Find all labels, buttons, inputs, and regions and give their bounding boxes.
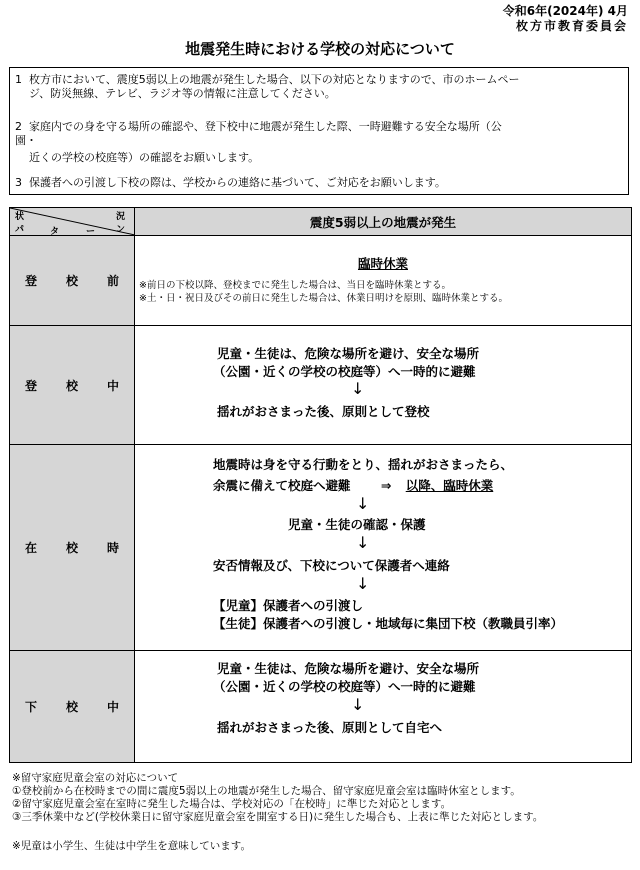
instruction-text: 児童・生徒は、危険な場所を避け、安全な場所 <box>217 346 480 361</box>
instruction-text: 児童・生徒の確認・保護 <box>288 517 426 532</box>
table-corner-header <box>10 208 135 236</box>
notice-text: 近くの学校の校庭等）の確認をお願いします。 <box>29 151 260 164</box>
instruction-text: （公園・近くの学校の校庭等）へ一時的に避難 <box>213 679 476 694</box>
corner-label: 況 <box>116 212 126 222</box>
footer-text: ②留守家庭児童会室在室時に発生した場合は、学校対応の「在校時」に準じた対応とします。 <box>12 798 452 810</box>
notice-text: ジ、防災無線、テレビ、ラジオ等の情報に注意してください。 <box>29 87 336 100</box>
down-arrow-icon: ↓ <box>351 379 365 398</box>
table-row-in-school <box>10 445 632 651</box>
instruction-text: 児童・生徒は、危険な場所を避け、安全な場所 <box>217 661 480 676</box>
row-content <box>135 326 632 445</box>
down-arrow-icon: ↓ <box>356 574 370 593</box>
page-title: 地震発生時における学校の対応について <box>185 40 455 58</box>
instruction-text: 余震に備えて校庭へ避難 <box>213 478 351 493</box>
table-column-header: 震度5弱以上の地震が発生 <box>135 208 632 236</box>
issue-date: 令和6年(2024年) 4月 <box>502 4 628 18</box>
notice-text: 園・ <box>15 134 37 147</box>
right-arrow-icon: ⇒ <box>380 478 392 493</box>
instruction-text: 揺れがおさまった後、原則として登校 <box>217 404 430 419</box>
down-arrow-icon: ↓ <box>356 494 370 513</box>
footer-text: ①登校前から在校時までの間に震度5弱以上の地震が発生した場合、留守家庭児童会室は臨時休室とします。 <box>12 785 521 797</box>
response-table <box>9 207 632 763</box>
notice-text: 枚方市において、震度5弱以上の地震が発生した場合、以下の対応となりますので、市のホームペー <box>29 73 520 86</box>
notice-box <box>9 67 629 195</box>
row-label: 登 校 中 <box>10 326 135 445</box>
note-text: ※土・日・祝日及びその前日に発生した場合は、休業日明けを原則、臨時休業とする。 <box>139 293 508 304</box>
instruction-text: 【児童】保護者への引渡し <box>213 598 364 613</box>
row-content <box>135 445 632 651</box>
notice-number: 2 <box>15 120 22 133</box>
footer-text: ※留守家庭児童会室の対応について <box>12 772 179 784</box>
notice-text: 家庭内での身を守る場所の確認や、登下校中に地震が発生した際、一時避難する安全な場所（公 <box>29 120 502 133</box>
temporary-closure-text: 以降、臨時休業 <box>405 478 494 493</box>
instruction-text: 地震時は身を守る行動をとり、揺れがおさまったら、 <box>213 457 514 472</box>
instruction-text: 安否情報及び、下校について保護者へ連絡 <box>213 558 450 573</box>
notice-number: 3 <box>15 176 22 189</box>
corner-label: ー <box>86 227 96 237</box>
row-label: 登 校 前 <box>10 236 135 326</box>
instruction-text: 揺れがおさまった後、原則として自宅へ <box>217 720 443 735</box>
down-arrow-icon: ↓ <box>351 695 365 714</box>
corner-label: 状 <box>15 212 25 222</box>
table-row-before-school <box>10 236 632 326</box>
issuing-organization: 枚方市教育委員会 <box>515 19 628 33</box>
temporary-closure-heading: 臨時休業 <box>357 256 408 271</box>
down-arrow-icon: ↓ <box>356 533 370 552</box>
instruction-text: （公園・近くの学校の校庭等）へ一時的に避難 <box>213 364 476 379</box>
notice-text: 保護者への引渡し下校の際は、学校からの連絡に基づいて、ご対応をお願いします。 <box>29 176 446 189</box>
notice-item-3 <box>15 176 620 190</box>
corner-label: ン <box>116 225 126 235</box>
notice-item-1 <box>15 73 620 101</box>
corner-label: タ <box>50 227 60 237</box>
notice-item-2 <box>15 120 620 165</box>
table-row-going-home <box>10 651 632 763</box>
row-content <box>135 236 632 326</box>
corner-label: パ <box>15 225 25 235</box>
table-row-commute <box>10 326 632 445</box>
row-label: 下 校 中 <box>10 651 135 763</box>
footer-text: ③三季休業中など(学校休業日に留守家庭児童会室を開室する日)に発生した場合も、上表に準じた対応とします。 <box>12 811 544 823</box>
row-label: 在 校 時 <box>10 445 135 651</box>
footer-note: ※児童は小学生、生徒は中学生を意味しています。 <box>12 840 251 852</box>
instruction-text: 【生徒】保護者への引渡し・地域毎に集団下校（教職員引率） <box>213 616 564 631</box>
notice-number: 1 <box>15 73 22 86</box>
row-content <box>135 651 632 763</box>
note-text: ※前日の下校以降、登校までに発生した場合は、当日を臨時休業とする。 <box>139 280 451 291</box>
